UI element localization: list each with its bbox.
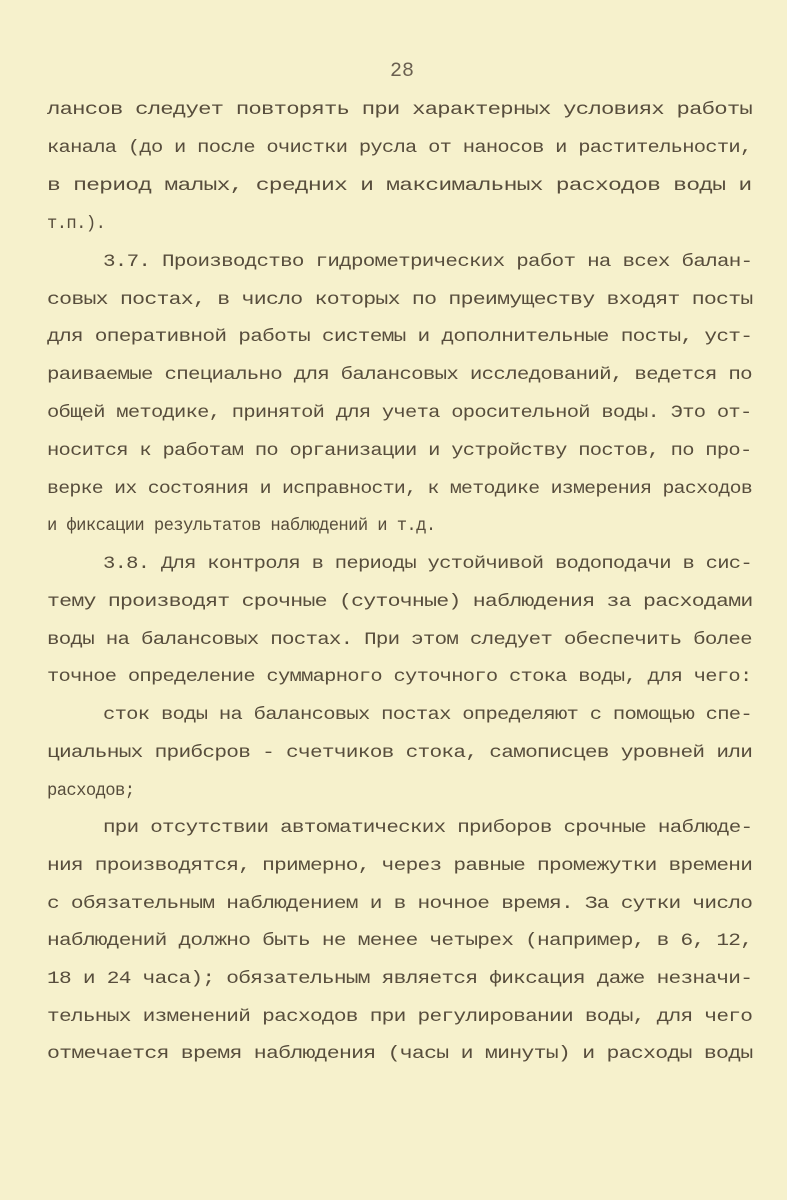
list-item-first-line: при отсутствии автоматических приборов срочные наблюде-: [103, 819, 753, 838]
text-line: совых постах, в число которых по преимуществу входят посты: [47, 291, 753, 310]
text-line: расходов;: [47, 782, 135, 801]
text-line: т.п.).: [47, 215, 106, 234]
text-line: с обязательным наблюдением и в ночное время. За сутки число: [47, 895, 753, 914]
text-line: тельных изменений расходов при регулировании воды, для чего: [47, 1008, 753, 1027]
text-line: циальных прибсров - счетчиков стока, самописцев уровней или: [47, 744, 753, 763]
page-number: 28: [390, 60, 415, 83]
text-line: раиваемые специально для балансовых исследований, ведется по: [47, 366, 752, 385]
text-line: верке их состояния и исправности, к методике измерения расходов: [47, 480, 753, 499]
text-line: носится к работам по организации и устройству постов, по про-: [47, 442, 752, 461]
text-line: тему производят срочные (суточные) наблюдения за расходами: [47, 593, 753, 612]
text-line: ния производятся, примерно, через равные промежутки времени: [47, 857, 753, 876]
text-line: канала (до и после очистки русла от наносов и растительности,: [47, 139, 752, 158]
text-line: наблюдений должно быть не менее четырех (например, в 6, 12,: [47, 932, 753, 951]
text-line: общей методике, принятой для учета оросительной воды. Это от-: [47, 404, 752, 423]
text-line: точное определение суммарного суточного стока воды, для чего:: [47, 668, 752, 687]
section-3-7-first-line: 3.7. Производство гидрометрических работ на всех балан-: [103, 253, 753, 272]
text-line: и фиксации результатов наблюдений и т.д.: [47, 517, 436, 536]
text-line: 18 и 24 часа); обязательным является фиксация даже незначи-: [47, 970, 753, 989]
text-line: отмечается время наблюдения (часы и минуты) и расходы воды: [47, 1045, 753, 1064]
text-line: для оперативной работы системы и дополнительные посты, уст-: [47, 328, 753, 347]
text-line: лансов следует повторять при характерных условиях работы: [47, 101, 753, 120]
section-3-8-first-line: 3.8. Для контроля в периоды устойчивой водоподачи в сис-: [103, 555, 752, 574]
text-line: воды на балансовых постах. При этом следует обеспечить более: [47, 631, 752, 650]
text-line: в период малых, средних и максимальных расходов воды и: [47, 177, 752, 196]
list-item-first-line: сток воды на балансовых постах определяют с помощью спе-: [103, 706, 752, 725]
